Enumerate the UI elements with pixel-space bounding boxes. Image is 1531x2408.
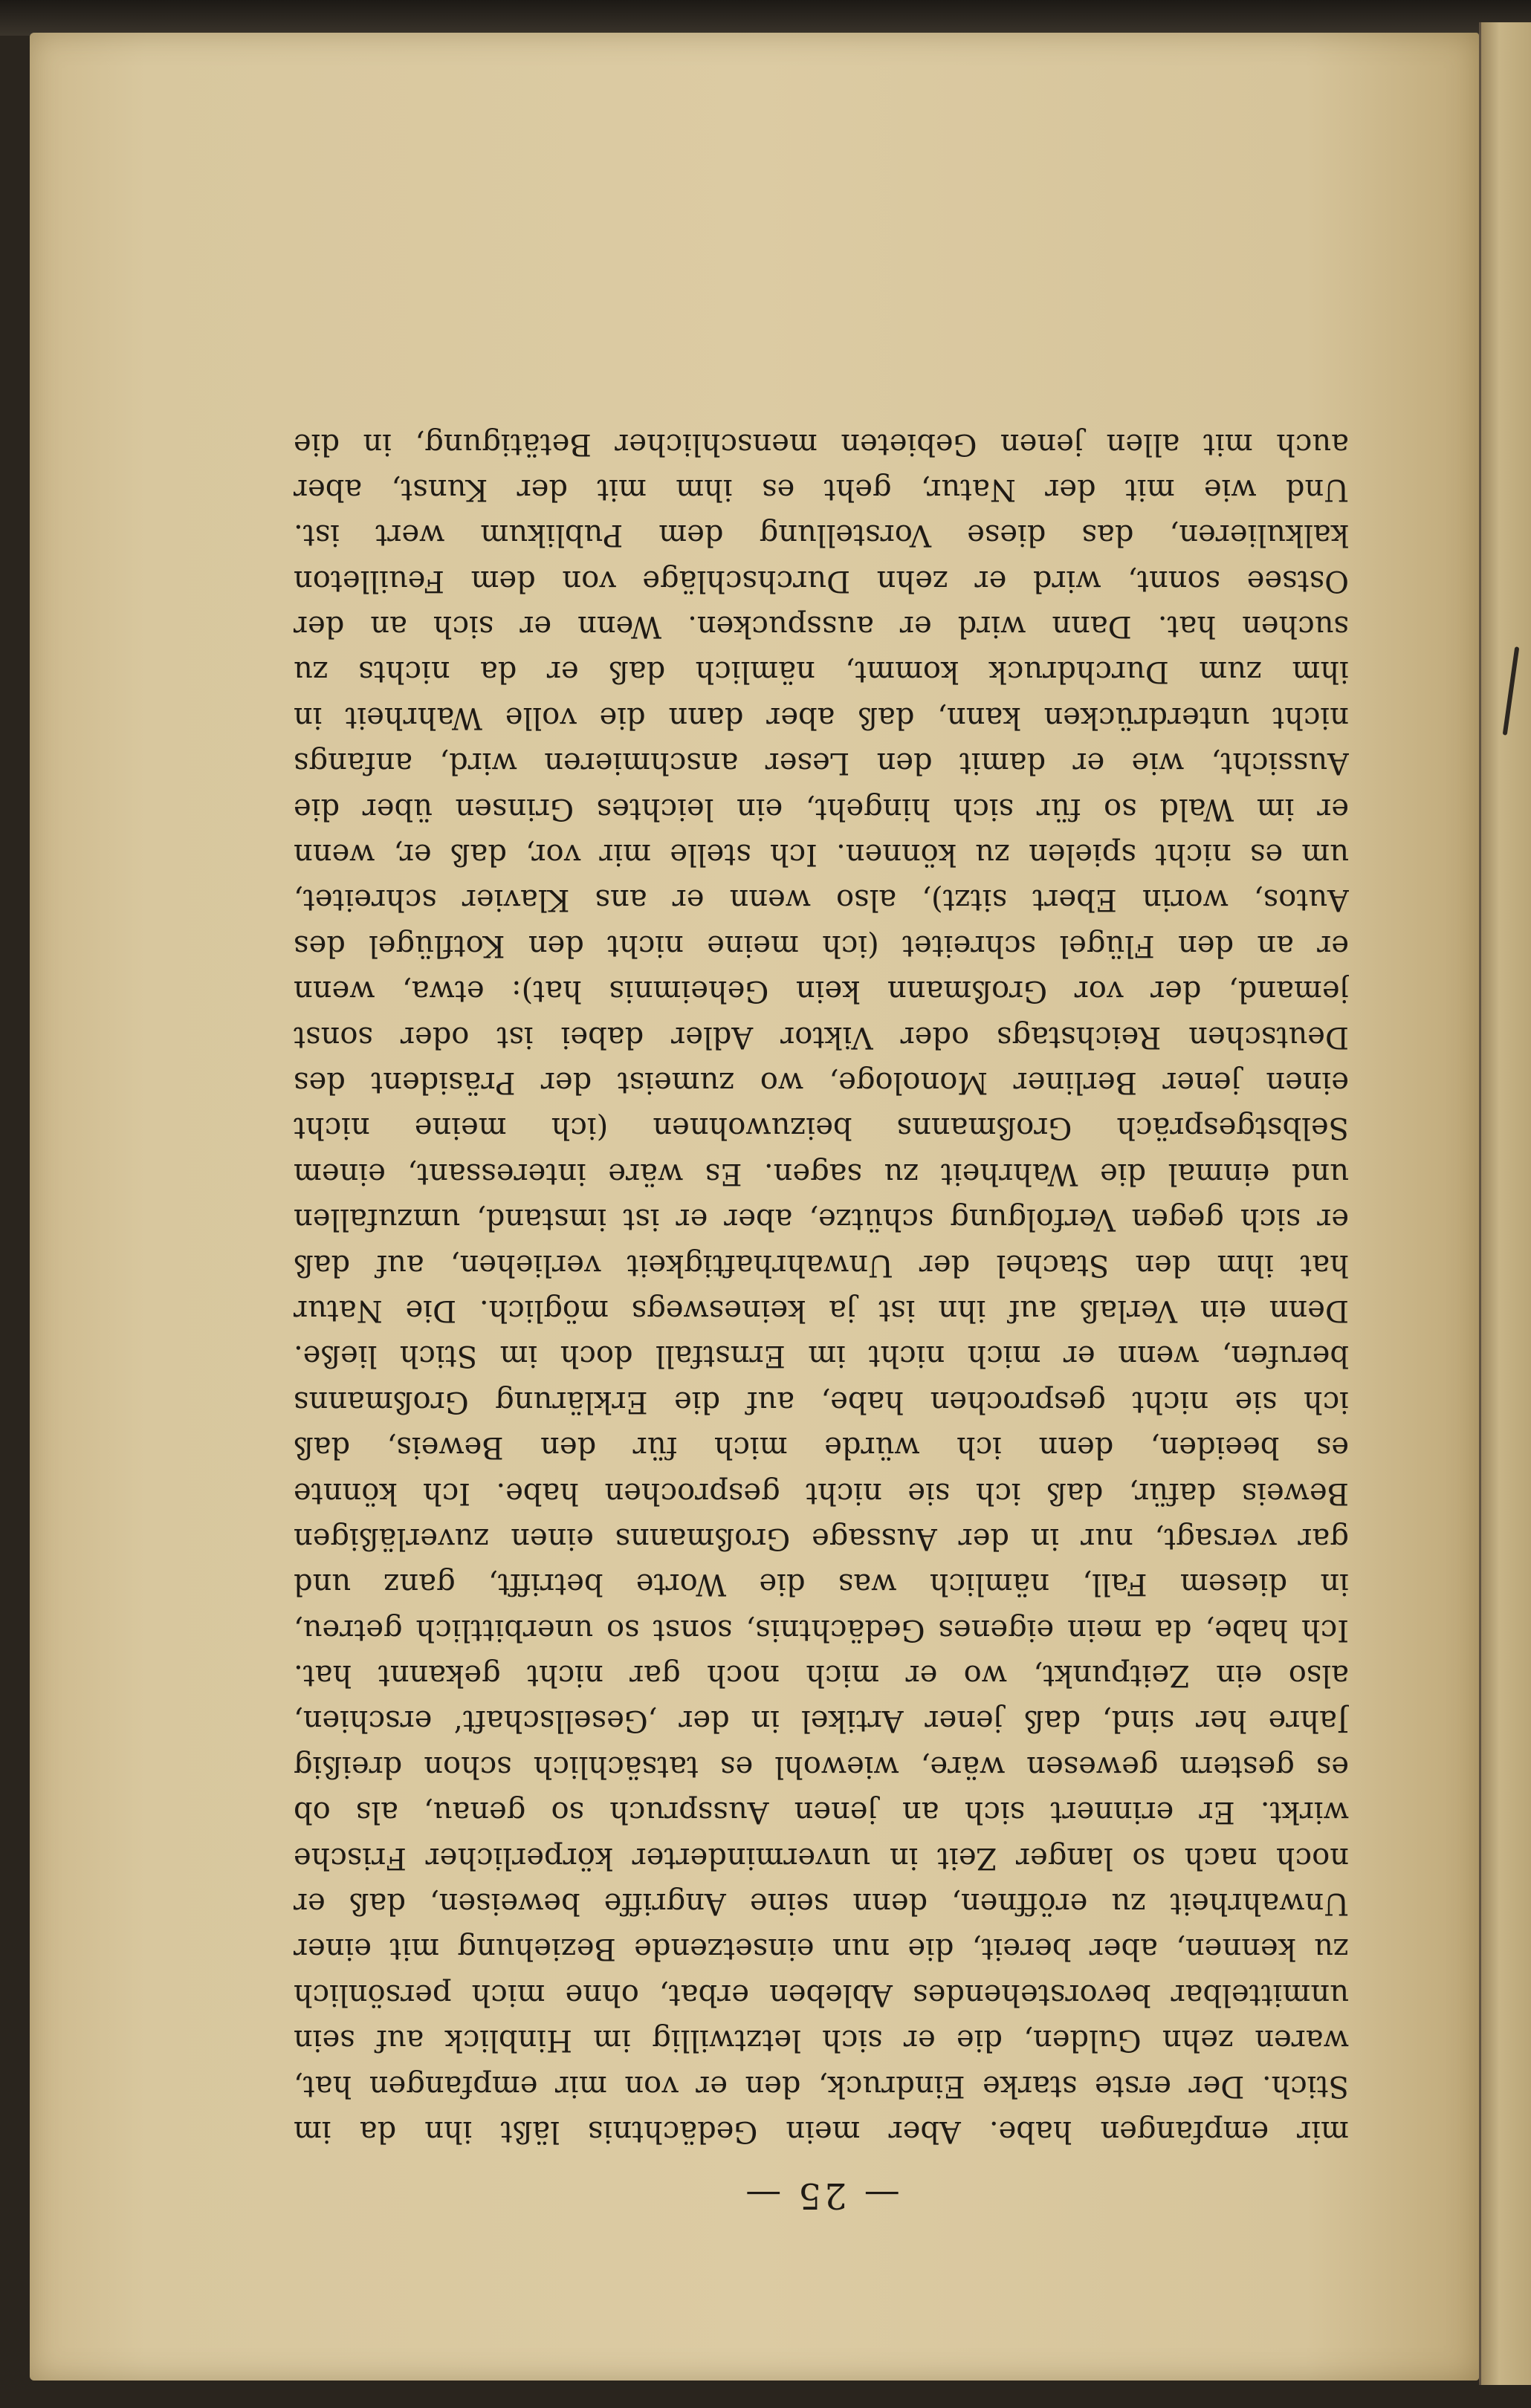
text-lines — [294, 421, 1349, 2154]
text-line: jemand, der vor Großmann kein Geheimnis hat): etwa, wenn — [294, 974, 1349, 1009]
text-line: noch nach so langer Zeit in unverminderter körperlicher Frische — [294, 1840, 1349, 1875]
text-line: es beeiden, denn ich würde mich für den Beweis, daß — [294, 1430, 1349, 1465]
text-line: und einmal die Wahrheit zu sagen. Es wäre interessant, einem — [294, 1156, 1349, 1191]
text-line: Stich. Der erste starke Eindruck, den er von mir empfangen hat, — [294, 2068, 1349, 2103]
text-line: Ich habe, da mein eigenes Gedächtnis, sonst so unerbittlich getreu, — [294, 1612, 1349, 1647]
text-line: also ein Zeitpunkt, wo er mich noch gar nicht gekannt hat. — [294, 1658, 1349, 1693]
adjacent-page-edge — [1479, 22, 1531, 2385]
text-line: Unwahrheit zu eröffnen, denn seine Angriffe beweisen, daß er — [294, 1886, 1349, 1921]
text-line: waren zehn Gulden, die er sich letztwillig im Hinblick auf sein — [294, 2023, 1349, 2058]
text-line: einen jener Berliner Monologe, wo zumeist der Präsident des — [294, 1065, 1349, 1100]
text-line: unmittelbar bevorstehendes Ableben erbat, ohne mich persönlich — [294, 1977, 1349, 2012]
text-line: um es nicht spielen zu können. Ich stelle mir vor, daß er, wenn — [294, 837, 1349, 872]
text-line: kalkulieren, das diese Vorstellung dem Publikum wert ist. — [294, 518, 1349, 553]
text-line: Autos, worin Ebert sitzt), also wenn er ans Klavier schreitet, — [294, 883, 1349, 918]
text-line: auch mit allen jenen Gebieten menschlicher Betätigung, in die — [294, 426, 1349, 461]
text-line: berufen, wenn er mich nicht im Ernstfall doch im Stich ließe. — [294, 1339, 1349, 1374]
text-line: Jahre her sind, daß jener Artikel in der ‚Gesellschaft‘ erschien, — [294, 1704, 1349, 1739]
page-text-upside-down — [294, 427, 1349, 2233]
text-line: mir empfangen habe. Aber mein Gedächtnis läßt ihn da im — [294, 2115, 1349, 2149]
text-line: gar versagt, nur in der Aussage Großmanns einen zuverläßigen — [294, 1521, 1349, 1556]
text-line: wirkt. Er erinnert sich an jenen Ausspruch so genau, als ob — [294, 1795, 1349, 1830]
text-line: suchen hat. Dann wird er ausspucken. Wenn er sich an der — [294, 609, 1349, 644]
text-line: ich sie nicht gesprochen habe, auf die Erklärung Großmanns — [294, 1384, 1349, 1419]
text-line: ihm zum Durchdruck kommt, nämlich daß er da nichts zu — [294, 655, 1349, 689]
text-line: Ostsee sonnt, wird er zehn Durchschläge von dem Feuilleton — [294, 563, 1349, 598]
text-line: Deutschen Reichstags oder Viktor Adler dabei ist oder sonst — [294, 1019, 1349, 1054]
text-line: Und wie mit der Natur, geht es ihm mit der Kunst, aber — [294, 472, 1349, 507]
page-number: — 25 — — [742, 2175, 900, 2216]
text-line: Beweis dafür, daß ich sie nicht gesprochen habe. Ich könnte — [294, 1476, 1349, 1510]
text-line: Denn ein Verlaß auf ihn ist ja keineswegs möglich. Die Natur — [294, 1293, 1349, 1328]
text-line: er im Wald so für sich hingeht, ein leichtes Grinsen über die — [294, 791, 1349, 826]
text-line: er an den Flügel schreitet (ich meine nicht den Kotflügel des — [294, 928, 1349, 963]
book-top-edge — [0, 0, 1531, 36]
text-line: er sich gegen Verfolgung schütze, aber er ist imstand, umzufallen — [294, 1202, 1349, 1237]
text-line: Aussicht, wie er damit den Leser anschmieren wird, anfangs — [294, 746, 1349, 781]
text-line: hat ihm den Stachel der Unwahrhaftigkeit verliehen, auf daß — [294, 1247, 1349, 1282]
text-line: Selbstgespräch Großmanns beizuwohnen (ich meine nicht — [294, 1111, 1349, 1146]
text-line: zu kennen, aber bereit, die nun einsetzende Beziehung mit einer — [294, 1932, 1349, 1967]
text-line: nicht unterdrücken kann, daß aber dann die volle Wahrheit in — [294, 700, 1349, 735]
text-line: es gestern gewesen wäre, wiewohl es tatsächlich schon dreißig — [294, 1749, 1349, 1784]
text-line: in diesem Fall, nämlich was die Worte betrifft, ganz und — [294, 1567, 1349, 1602]
